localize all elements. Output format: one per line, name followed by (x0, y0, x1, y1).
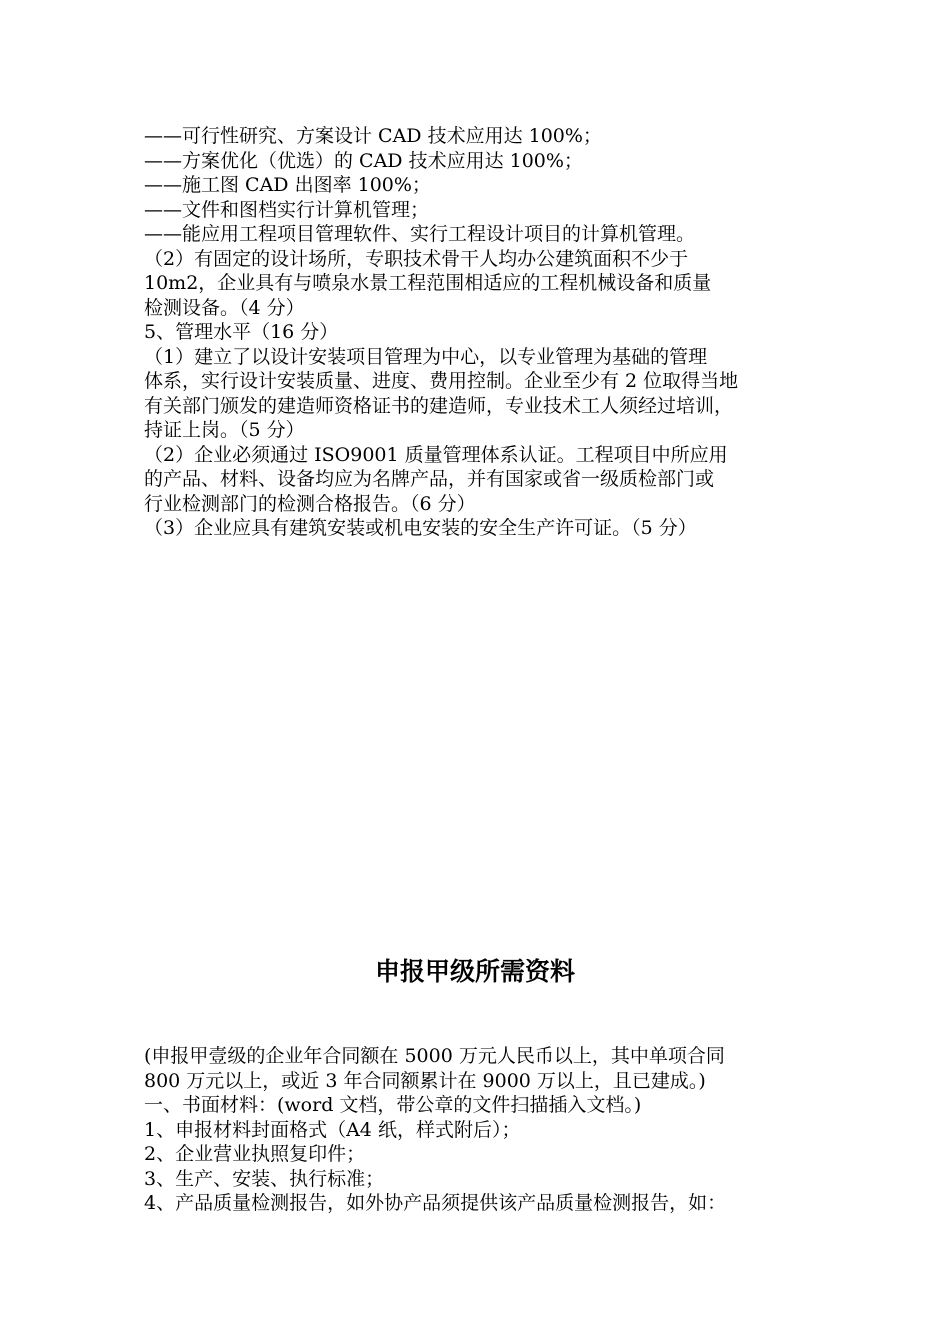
design-site-paragraph-line-3: 检测设备。（4 分） (144, 296, 305, 319)
cad-optimization-line: ——方案优化（优选）的 CAD 技术应用达 100%； (144, 149, 583, 172)
page-title: 申报甲级所需资料 (374, 957, 575, 986)
list-item: 3、生产、安装、执行标准； (144, 1167, 385, 1190)
written-materials-heading: 一、书面材料：(word 文档，带公章的文件扫描插入文档。) (144, 1094, 642, 1116)
iso-certification-paragraph-line-2: 的产品、材料、设备均应为名牌产品，并有国家或省一级质检部门或 (144, 468, 715, 490)
document-management-line: ——文件和图档实行计算机管理； (144, 198, 430, 221)
cad-drawing-line: ——施工图 CAD 出图率 100%； (144, 174, 431, 196)
requirements-section (144, 1044, 816, 1216)
management-system-paragraph-line-3: 有关部门颁发的建造师资格证书的建造师，专业技术工人须经过培训， (144, 394, 734, 417)
management-system-paragraph-line-4: 持证上岗。（5 分） (144, 419, 305, 441)
criteria-section (144, 124, 816, 541)
management-system-paragraph-line-2: 体系，实行设计安装质量、进度、费用控制。企业至少有 2 位取得当地 (144, 370, 739, 392)
contract-amount-note-line-2: 800 万元以上，或近 3 年合同额累计在 9000 万以上，且已建成。) (144, 1069, 706, 1092)
list-item: 1、申报材料封面格式（A4 纸，样式附后）； (144, 1118, 521, 1141)
design-site-paragraph-line-1: （2）有固定的设计场所，专职技术骨干人均办公建筑面积不少于 (144, 247, 689, 270)
contract-amount-note-line-1: (申报甲壹级的企业年合同额在 5000 万元人民币以上，其中单项合同 (144, 1045, 725, 1067)
iso-certification-paragraph-line-3: 行业检测部门的检测合格报告。（6 分） (144, 492, 476, 515)
management-system-paragraph-line-1: （1）建立了以设计安装项目管理为中心，以专业管理为基础的管理 (144, 345, 708, 368)
management-level-heading: 5、管理水平（16 分） (144, 321, 339, 343)
project-software-line: ——能应用工程项目管理软件、实行工程设计项目的计算机管理。 (144, 223, 696, 245)
iso-certification-paragraph-line-1: （2）企业必须通过 ISO9001 质量管理体系认证。工程项目中所应用 (144, 443, 728, 466)
safety-license-line: （3）企业应具有建筑安装或机电安装的安全生产许可证。（5 分） (144, 517, 697, 539)
design-site-paragraph-line-2: 10m2，企业具有与喷泉水景工程范围相适应的工程机械设备和质量 (144, 272, 712, 294)
cad-feasibility-line: ——可行性研究、方案设计 CAD 技术应用达 100%； (144, 125, 602, 147)
list-item: 2、企业营业执照复印件； (144, 1143, 366, 1165)
list-item: 4、产品质量检测报告，如外协产品须提供该产品质量检测报告，如： (144, 1192, 727, 1214)
